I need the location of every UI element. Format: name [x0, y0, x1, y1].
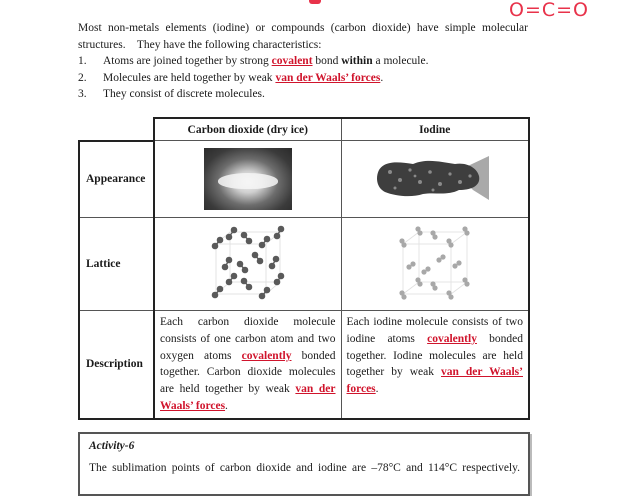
iodine-appearance-cell: [341, 141, 529, 218]
keyword-covalently: covalently: [241, 349, 292, 362]
list-number: 1.: [78, 55, 87, 67]
list-item: [78, 70, 528, 87]
header-iodine: Iodine: [341, 118, 529, 141]
text: Each carbon dioxide molecule consists of one carbon atom and two oxygen atoms: [160, 316, 336, 362]
intro-paragraph-line1: Most non-metals elements (iodine) or compounds (carbon dioxide) have simple molecular: [78, 22, 528, 34]
text: bonded together. Carbon dioxide molecules are held together by weak: [160, 349, 336, 396]
comparison-table: [78, 117, 530, 420]
activity-box: [78, 432, 530, 496]
dry-ice-photo: [204, 148, 292, 210]
text: a molecule.: [372, 55, 429, 67]
activity-text: The sublimation points of carbon dioxide and iodine are –78°C and 114°C respectively.: [89, 462, 520, 474]
table-row-appearance: [79, 141, 529, 218]
iodine-lattice-cell: [341, 218, 529, 311]
keyword-vdw-forces: van der Waals’ forces: [346, 366, 523, 396]
keyword-within: within: [341, 55, 373, 67]
co2-description-cell: [154, 311, 341, 419]
list-text: [103, 70, 383, 87]
intro-section: [78, 20, 528, 103]
table-row-lattice: [79, 218, 529, 311]
keyword-vdw-forces: van der Waals’ forces: [275, 71, 381, 84]
iodine-crystal-photo: [375, 150, 495, 205]
header-carbon-dioxide: Carbon dioxide (dry ice): [154, 118, 341, 141]
handwritten-annotation-mark: [309, 0, 321, 4]
keyword-covalent: covalent: [271, 55, 313, 67]
keyword-covalently: covalently: [427, 332, 477, 345]
text: Molecules are held together by weak: [103, 71, 276, 84]
text: Atoms are joined together by strong: [103, 55, 272, 67]
list-item: [78, 86, 528, 103]
list-text: They consist of discrete molecules.: [103, 88, 265, 100]
row-label-lattice: Lattice: [79, 218, 154, 311]
text: bond: [312, 55, 342, 67]
activity-title: Activity-6: [89, 440, 135, 452]
text: .: [375, 383, 379, 396]
row-label-description: Description: [79, 311, 154, 419]
iodine-description-cell: [341, 311, 529, 419]
handwritten-formula: O=C=O: [509, 0, 590, 21]
iodine-lattice-diagram: [397, 224, 473, 302]
row-label-appearance: Appearance: [79, 141, 154, 218]
characteristics-list: [78, 53, 528, 103]
header-blank: [79, 118, 154, 141]
keyword-vdw-forces: van der Waals’ forces: [160, 383, 336, 412]
list-number: 3.: [78, 88, 87, 100]
text: .: [380, 71, 384, 84]
table-header-row: [79, 118, 529, 141]
list-number: 2.: [78, 71, 87, 84]
list-item: [78, 53, 528, 70]
text: .: [225, 399, 228, 412]
list-text: [103, 53, 429, 70]
intro-paragraph-line2: structures. They have the following characteristics:: [78, 38, 322, 51]
co2-appearance-cell: [154, 141, 341, 218]
table-row-description: [79, 311, 529, 419]
text: Each iodine molecule consists of two iodine atoms: [346, 316, 523, 345]
text: bonded together. Iodine molecules are held together by weak: [346, 332, 524, 379]
co2-lattice-diagram: [210, 224, 286, 302]
co2-lattice-cell: [154, 218, 341, 311]
